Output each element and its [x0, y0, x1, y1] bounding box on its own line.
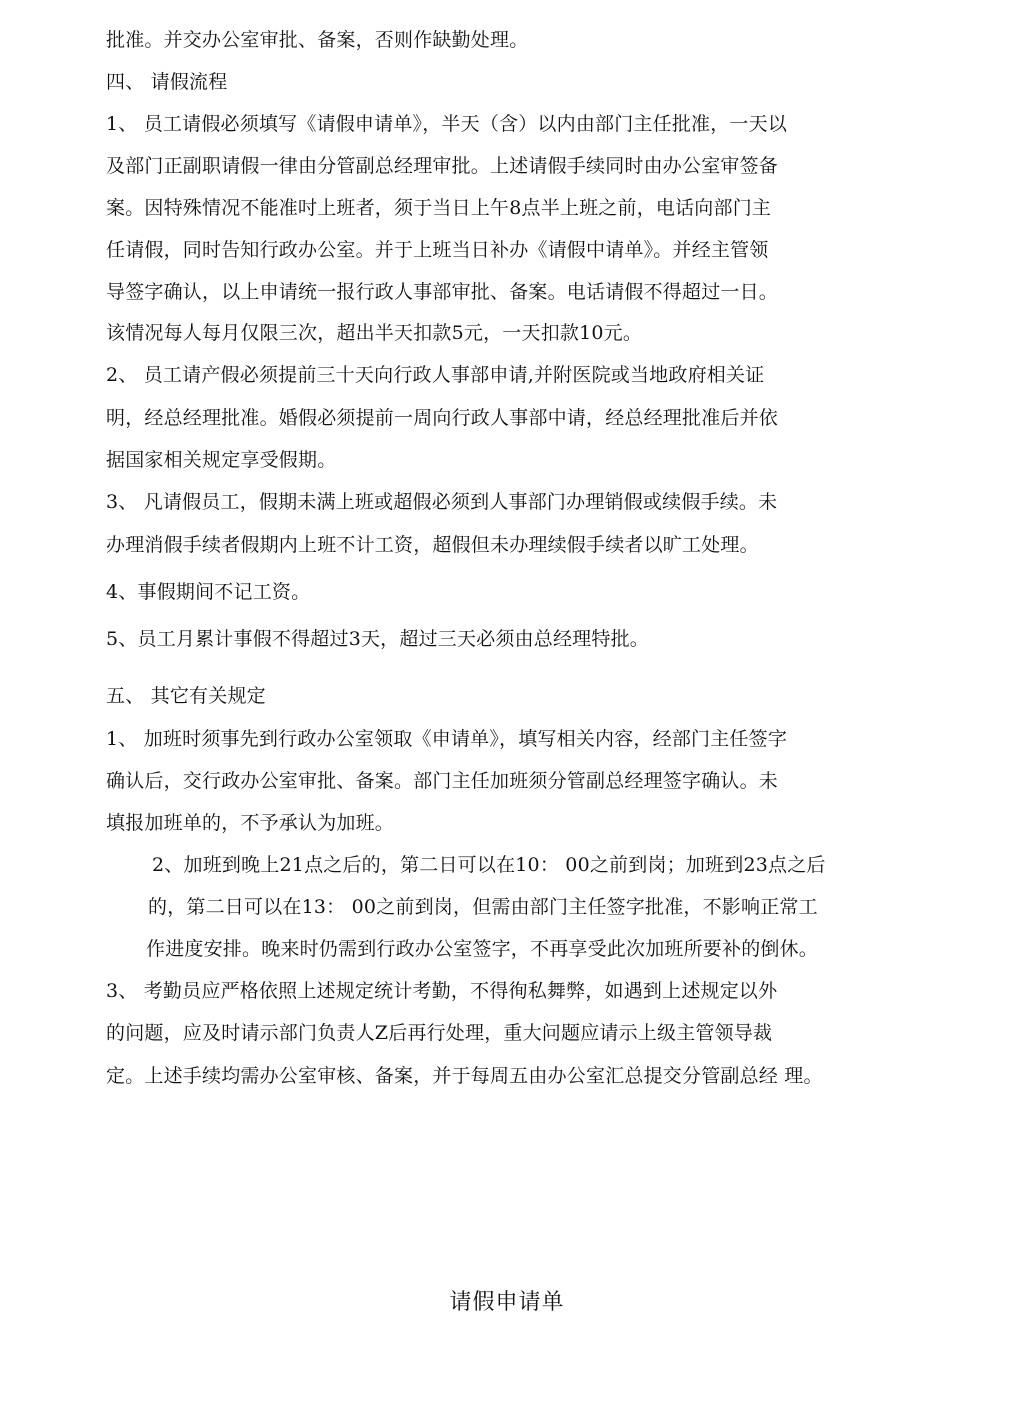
- text-line: 办理消假手续者假期内上班不计工资，超假但未办理续假手续者以旷工处理。: [106, 534, 759, 556]
- form-title: 请假申请单: [449, 1290, 565, 1315]
- text-line: 导签字确认，以上申请统一报行政人事部审批、备案。电话请假不得超过一日。: [106, 281, 779, 303]
- text-line: 作进度安排。晚来时仍需到行政办公室签字，不再享受此次加班所要补的倒休。: [146, 938, 819, 960]
- text-line: 明，经总经理批准。婚假必须提前一周向行政人事部中请，经总经理批准后并依: [106, 407, 779, 429]
- text-line: 批准。并交办公室审批、备案，否则作缺勤处理。: [106, 29, 529, 51]
- text-line: 定。上述手续均需办公室审核、备案，并于每周五由办公室汇总提交分管副总经 理。: [106, 1065, 823, 1087]
- section-heading-leave-process: 四、 请假流程: [106, 71, 228, 93]
- text-line: 1、 加班时须事先到行政办公室领取《申请单》，填写相关内容，经部门主任签字: [106, 728, 788, 750]
- text-line: 的，第二日可以在13： 00之前到岗，但需由部门主任签字批准，不影响正常工: [148, 896, 818, 918]
- text-line: 据国家相关规定享受假期。: [106, 449, 337, 471]
- text-line: 案。因特殊情况不能准吋上班者，须于当日上午8点半上班之前，电话向部门主: [106, 197, 772, 219]
- section-heading-other-rules: 五、 其它有关规定: [106, 685, 266, 707]
- text-line: 2、 员工请产假必须提前三十天向行政人事部申请,并附医院或当地政府相关证: [106, 364, 765, 386]
- text-line: 4、事假期间不记工资。: [106, 581, 311, 603]
- text-line: 3、 凡请假员工，假期未满上班或超假必须到人事部门办理销假或续假手续。未: [106, 491, 778, 513]
- text-line: 及部门正副职请假一律由分管副总经理审批。上述请假手续同时由办公室审签备: [106, 155, 779, 177]
- text-line: 任请假，同时告知行政办公室。并于上班当日补办《请假中请单》。并经主管领: [106, 239, 769, 261]
- text-line: 3、 考勤员应严格依照上述规定统计考勤，不得徇私舞弊，如遇到上述规定以外: [106, 980, 778, 1002]
- text-line: 5、员工月累计事假不得超过3天，超过三天必须由总经理特批。: [106, 628, 649, 650]
- text-line: 确认后，交行政办公室审批、备案。部门主任加班须分管副总经理签字确认。未: [106, 770, 779, 792]
- text-line: 填报加班单的，不予承认为加班。: [106, 812, 395, 834]
- text-line: 2、加班到晚上21点之后的，第二日可以在10： 00之前到岗；加班到23点之后: [152, 854, 826, 876]
- text-line: 的问题，应及时请示部门负责人Z后再行处理，重大问题应请示上级主管领导裁: [106, 1022, 773, 1044]
- text-line: 1、 员工请假必须填写《请假申请单》，半天（含）以内由部门主任批准，一天以: [106, 113, 788, 135]
- text-line: 该情况每人每月仅限三次，超出半天扣款5元，一天扣款10元。: [106, 322, 643, 344]
